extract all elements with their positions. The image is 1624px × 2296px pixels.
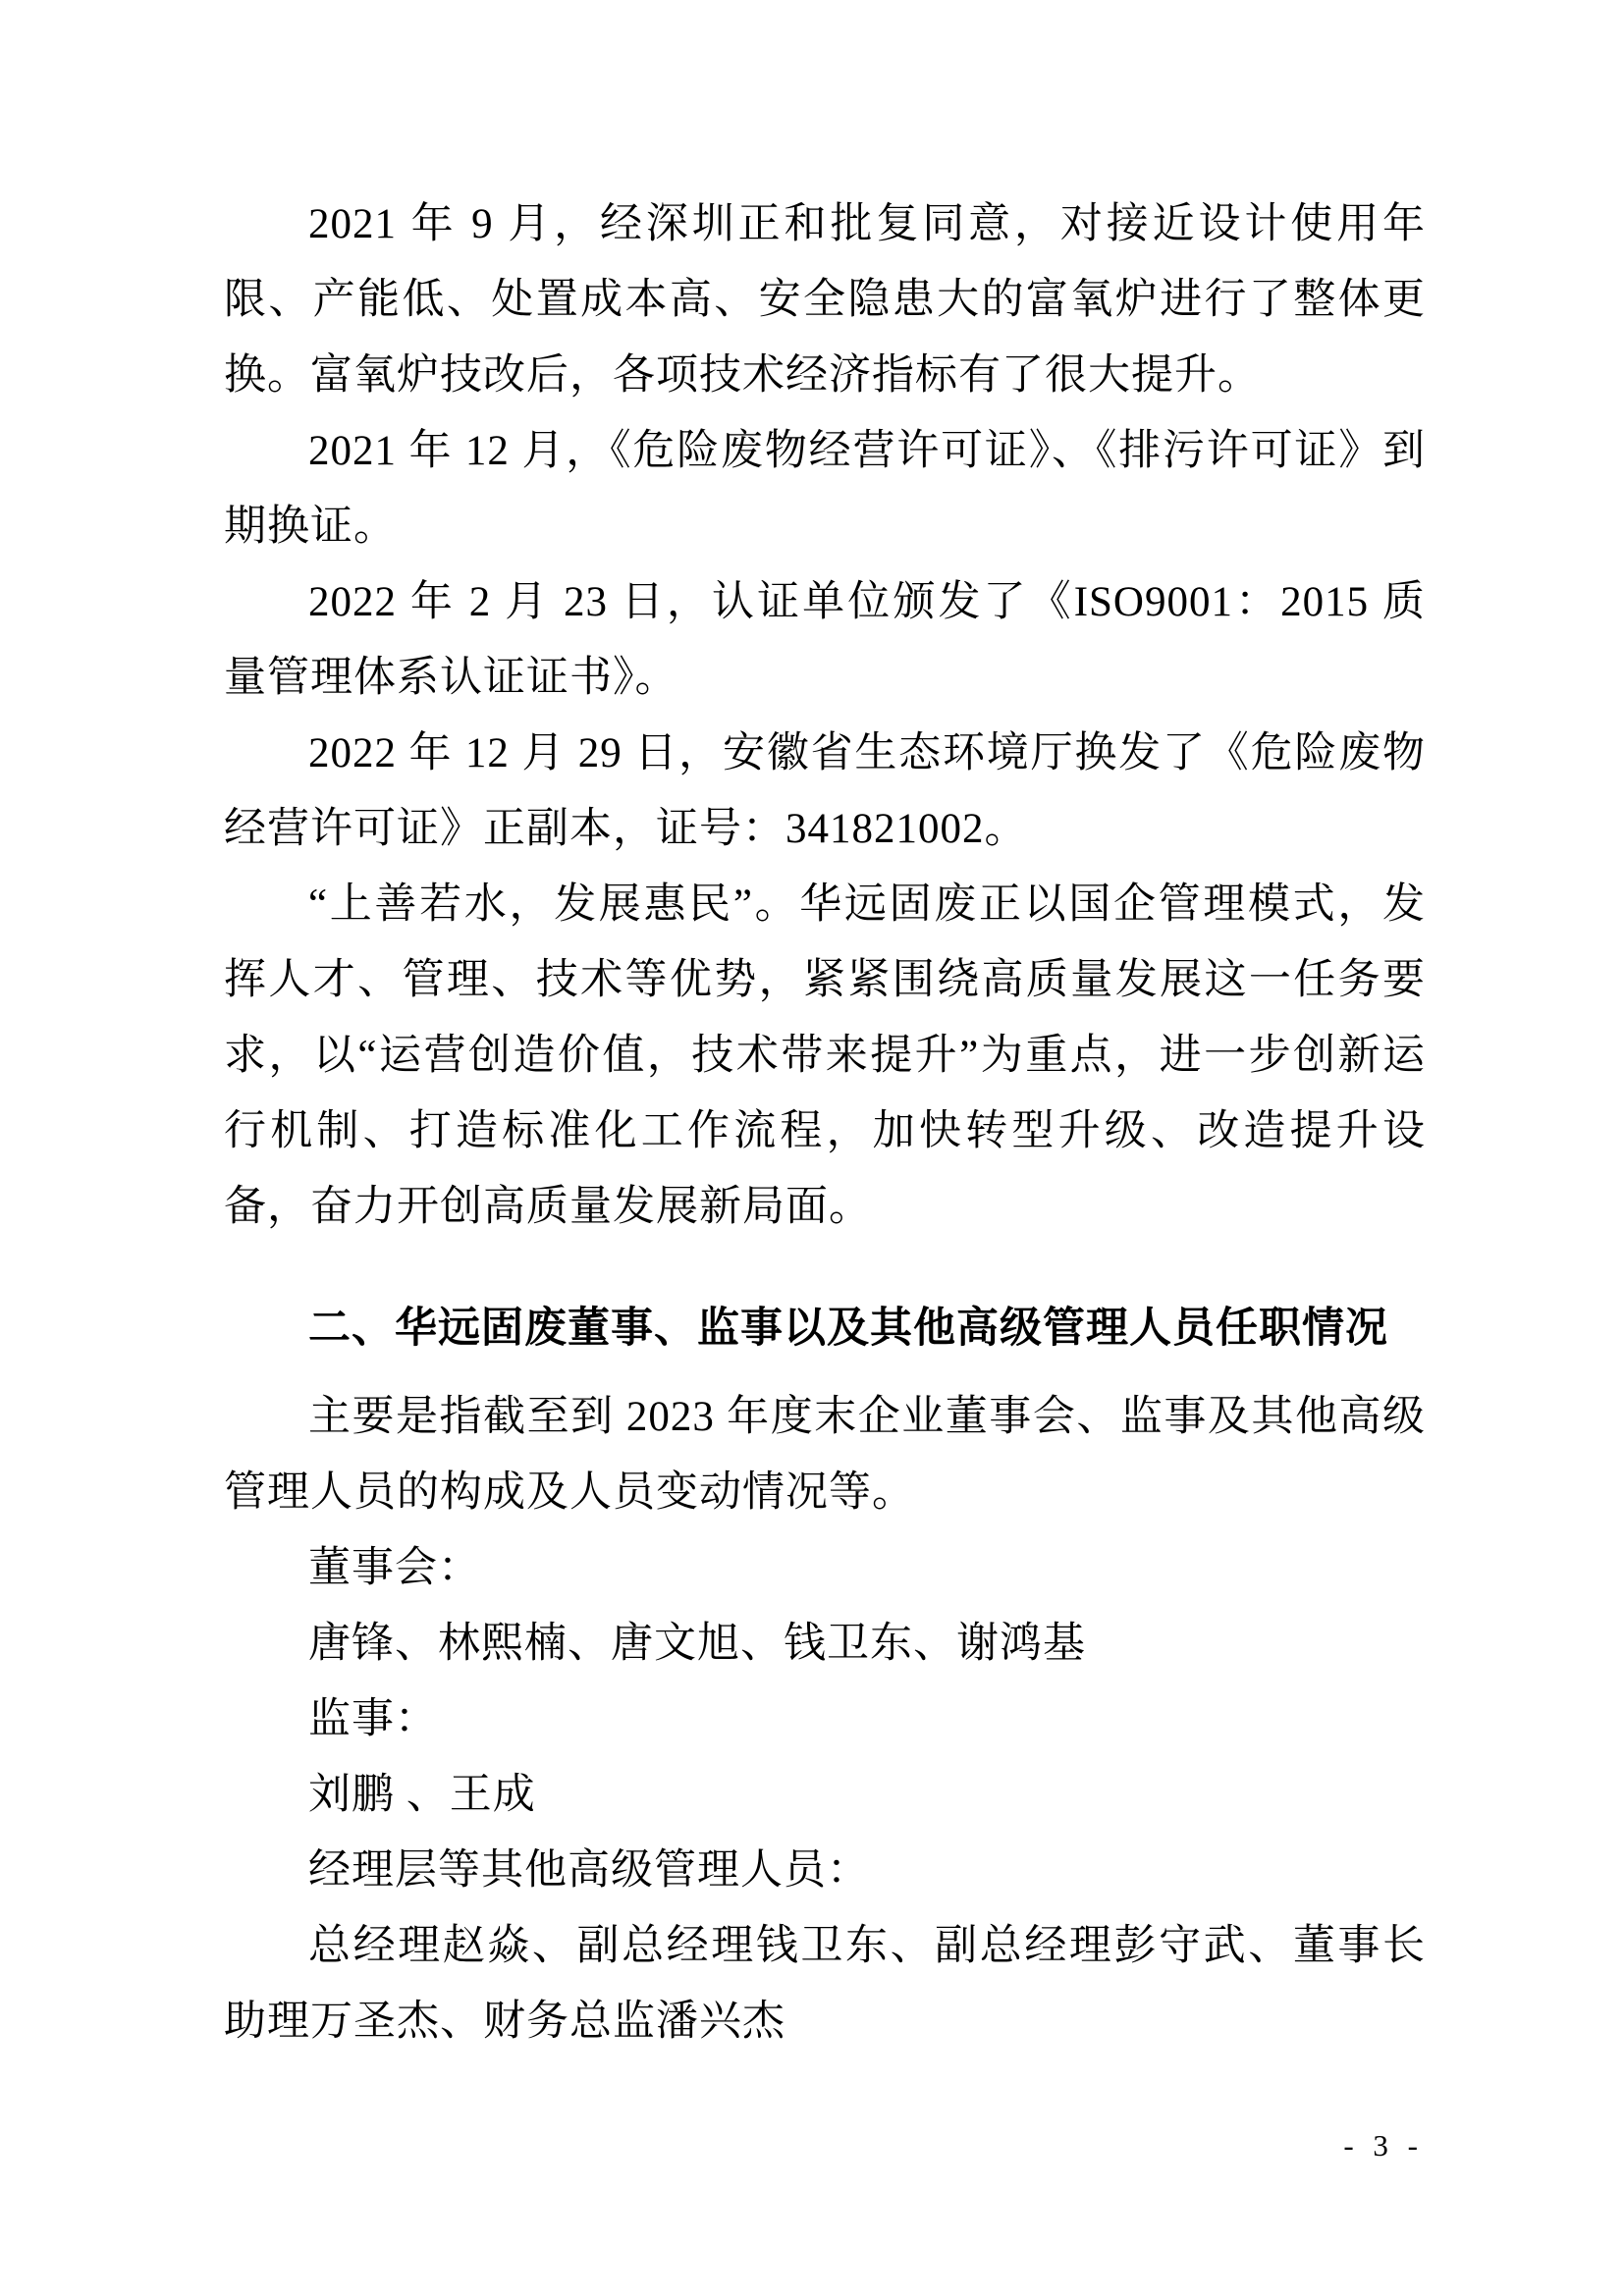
paragraph-iso-certification: 2022 年 2 月 23 日，认证单位颁发了《ISO9001：2015 质量管理体系认证证书》。: [224, 579, 1426, 701]
paragraph-license-renewal: 2021 年 12 月，《危险废物经营许可证》、《排污许可证》到期换证。: [224, 428, 1426, 550]
paragraph-development-philosophy: “上善若水，发展惠民”。华远固废正以国企管理模式，发挥人才、管理、技术等优势，紧紧围绕高质量发展这一任务要求，以“运营创造价值，技术带来提升”为重点，进一步创新运行机制、打造标准化工作流程，加快转型升级、改造提升设备，奋力开创高质量发展新局面。: [224, 881, 1426, 1230]
label-senior-management: 经理层等其他高级管理人员：: [308, 1847, 870, 1894]
section-heading-officers: 二、华远固废董事、监事以及其他高级管理人员任职情况: [308, 1306, 1388, 1352]
list-senior-management: 总经理赵焱、副总经理钱卫东、副总经理彭守武、董事长助理万圣杰、财务总监潘兴杰: [224, 1923, 1426, 2045]
paragraph-scope-note: 主要是指截至到 2023 年度末企业董事会、监事及其他高级管理人员的构成及人员变动情况等。: [224, 1394, 1426, 1516]
list-board-members: 唐锋、林熙楠、唐文旭、钱卫东、谢鸿基: [308, 1621, 1086, 1667]
page-number: - 3 -: [1343, 2128, 1424, 2163]
document-body: [224, 187, 1426, 2059]
paragraph-furnace-upgrade: 2021 年 9 月，经深圳正和批复同意，对接近设计使用年限、产能低、处置成本高、安全隐患大的富氧炉进行了整体更换。富氧炉技改后，各项技术经济指标有了很大提升。: [224, 201, 1426, 399]
label-supervisors: 监事：: [308, 1696, 438, 1742]
label-board-of-directors: 董事会：: [308, 1545, 481, 1591]
list-supervisors: 刘鹏 、王成: [308, 1772, 536, 1818]
paragraph-license-reissue: 2022 年 12 月 29 日，安徽省生态环境厅换发了《危险废物经营许可证》正副本，证号：341821002。: [224, 730, 1426, 852]
